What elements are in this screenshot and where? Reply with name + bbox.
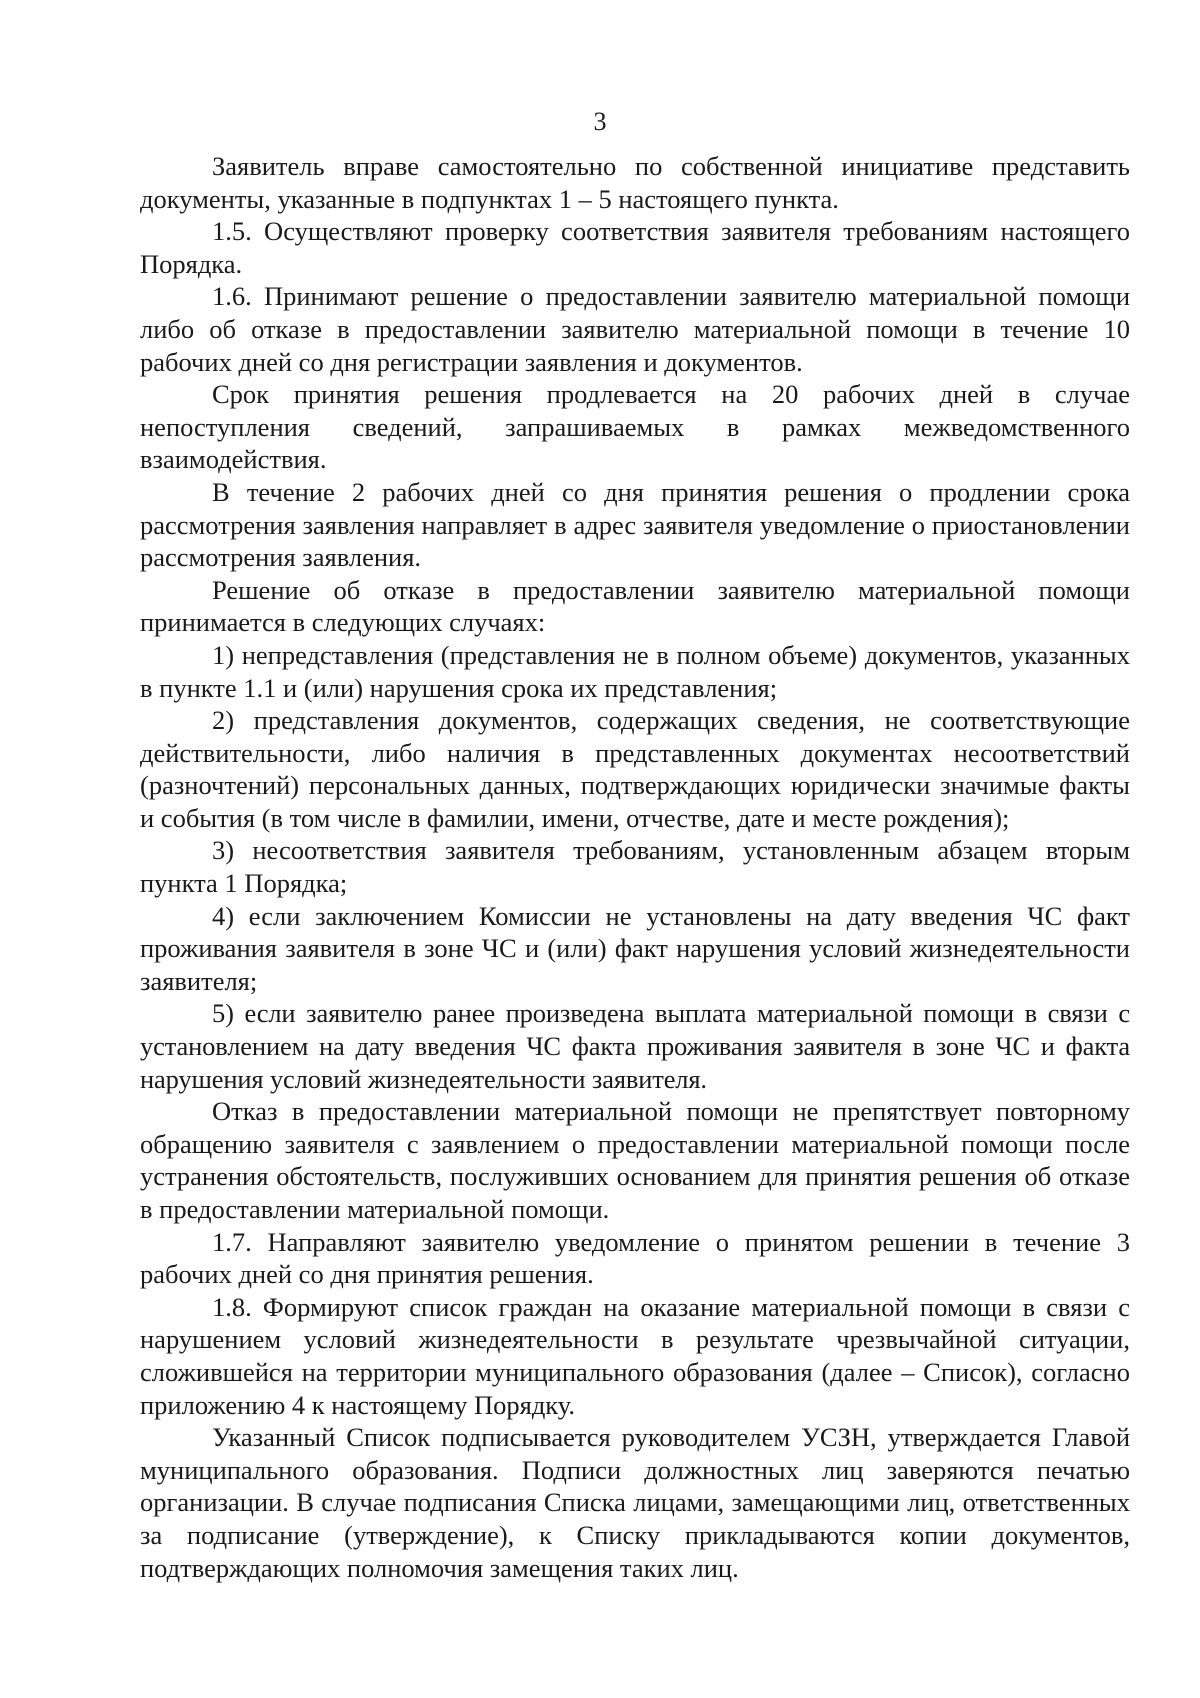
paragraph-suspension-notice: В течение 2 рабочих дней со дня принятия решения о продлении срока рассмотрения заявления направляет в адрес заявителя уведомление о приостановлении рассмотрения заявления. (140, 476, 1130, 573)
paragraph-decision-extension: Срок принятия решения продлевается на 20 рабочих дней в случае непоступления сведений, запрашиваемых в рамках межведомственного взаимодействия. (140, 379, 1130, 475)
paragraph-applicant-right: Заявитель вправе самостоятельно по собственной инициативе представить документы, указанные в подпунктах 1 – 5 настоящего пункта. (140, 151, 1130, 214)
paragraph-1-6: 1.6. Принимают решение о предоставлении заявителю материальной помощи либо об отказе в предоставлении заявителю материальной помощи в течение 10 рабочих дней со дня регистрации заявления и документов. (140, 281, 1130, 377)
document-body (140, 150, 1130, 1584)
paragraph-1-8: 1.8. Формируют список граждан на оказание материальной помощи в связи с нарушением условий жизнедеятельности в результате чрезвычайной ситуации, сложившейся на территории муниципального образования (далее – Список), согласно приложению 4 к настоящему Порядку. (140, 1291, 1130, 1420)
paragraph-1-5: 1.5. Осуществляют проверку соответствия заявителя требованиям настоящего Порядка. (140, 216, 1130, 279)
list-item-5: 5) если заявителю ранее произведена выплата материальной помощи в связи с установлением на дату введения ЧС факта проживания заявителя в зоне ЧС и факта нарушения условий жизнедеятельности заявителя. (140, 998, 1130, 1094)
page-number: 3 (593, 107, 607, 136)
list-item-2: 2) представления документов, содержащих сведения, не соответствующие действительности, либо наличия в представленных документах несоответствий (разночтений) персональных данных, подтверждающих юридически значимые факты и события (в том числе в фамилии, имени, отчестве, дате и месте рождения); (140, 705, 1130, 833)
list-item-3: 3) несоответствия заявителя требованиям, установленным абзацем вторым пункта 1 Порядка; (140, 835, 1130, 899)
paragraph-refusal-cases: Решение об отказе в предоставлении заявителю материальной помощи принимается в следующих случаях: (140, 574, 1130, 638)
list-item-4: 4) если заключением Комиссии не установлены на дату введения ЧС факт проживания заявителя в зоне ЧС и (или) факт нарушения условий жизнедеятельности заявителя; (140, 900, 1130, 996)
paragraph-refusal-no-obstacle: Отказ в предоставлении материальной помощи не препятствует повторному обращению заявителя с заявлением о предоставлении материальной помощи после устранения обстоятельств, послуживших основанием для принятия решения об отказе в предоставлении материальной помощи. (140, 1096, 1130, 1224)
paragraph-list-signing: Указанный Список подписывается руководителем УСЗН, утверждается Главой муниципального образования. Подписи должностных лиц заверяются печатью организации. В случае подписания Списка лицами, замещающими лиц, ответственных за подписание (утверждение), к Списку прикладываются копии документов, подтверждающих полномочия замещения таких лиц. (140, 1422, 1130, 1583)
paragraph-1-7: 1.7. Направляют заявителю уведомление о принятом решении в течение 3 рабочих дней со дня принятия решения. (140, 1226, 1130, 1290)
list-item-1: 1) непредставления (представления не в полном объеме) документов, указанных в пункте 1.1 и (или) нарушения срока их представления; (140, 639, 1130, 703)
